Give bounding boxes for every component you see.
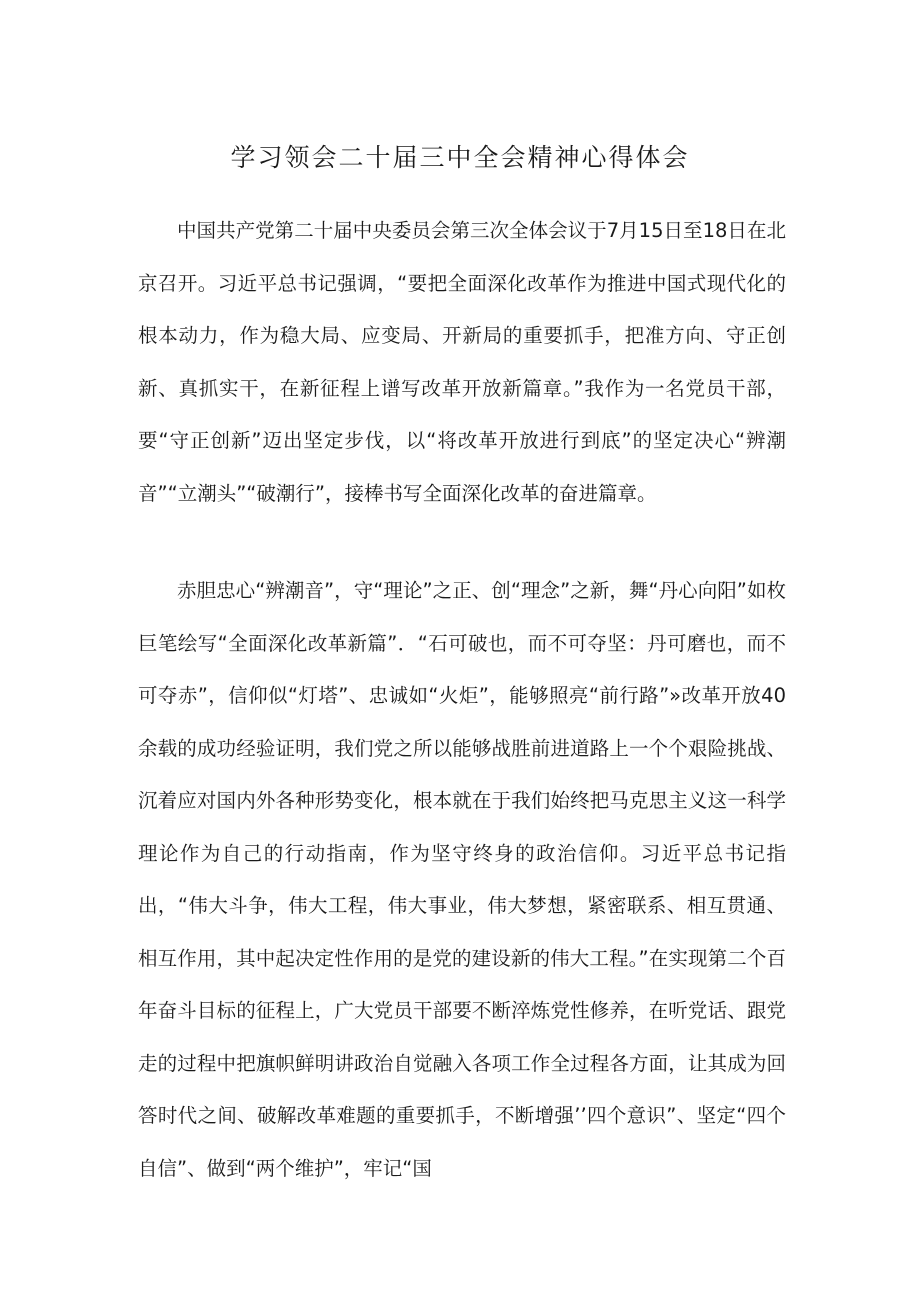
document-title: 学习领会二十届三中全会精神心得体会	[230, 143, 690, 172]
paragraph-loyalty: 赤胆忠心“辨潮音”，守“理论”之正、创“理念”之新，舞“丹心向阳”如枚巨笔绘写“全面深化改革新篇”．“石可破也，而不可夺坚：丹可磨也，而不可夺赤”，信仰似“灯塔”、忠诚如“火炬”，能够照亮“前行路”»改革开放40余载的成功经验证明，我们党之所以能够战胜前进道路上一个个艰险挑战、沉着应对国内外各种形势变化，根本就在于我们始终把马克思主义这一科学理论作为自己的行动指南，作为坚守终身的政治信仰。习近平总书记指出，“伟大斗争，伟大工程，伟大事业，伟大梦想，紧密联系、相互贯通、相互作用，其中起决定性作用的是党的建设新的伟大工程。”在实现第二个百年奋斗目标的征程上，广大党员干部要不断淬炼党性修养，在听党话、跟党走的过程中把旗帜鲜明讲政治自觉融入各项工作全过程各方面，让其成为回答时代之间、破解改革难题的重要抓手，不断增强’’四个意识”、坚定“四个自信”、做到“两个维护”，牢记“国	[138, 579, 786, 1180]
paragraph-intro: 中国共产党第二十届中央委员会第三次全体会议于7月15日至18日在北京召开。习近平总书记强调，“要把全面深化改革作为推进中国式现代化的根本动力，作为稳大局、应变局、开新局的重要抓手，把准方向、守正创新、真抓实干，在新征程上谱写改革开放新篇章。”我作为一名党员干部，要“守正创新”迈出坚定步伐，以“将改革开放进行到底”的坚定决心“辨潮音”“立潮头”“破潮行”，接棒书写全面深化改革的奋进篇章。	[138, 219, 786, 505]
